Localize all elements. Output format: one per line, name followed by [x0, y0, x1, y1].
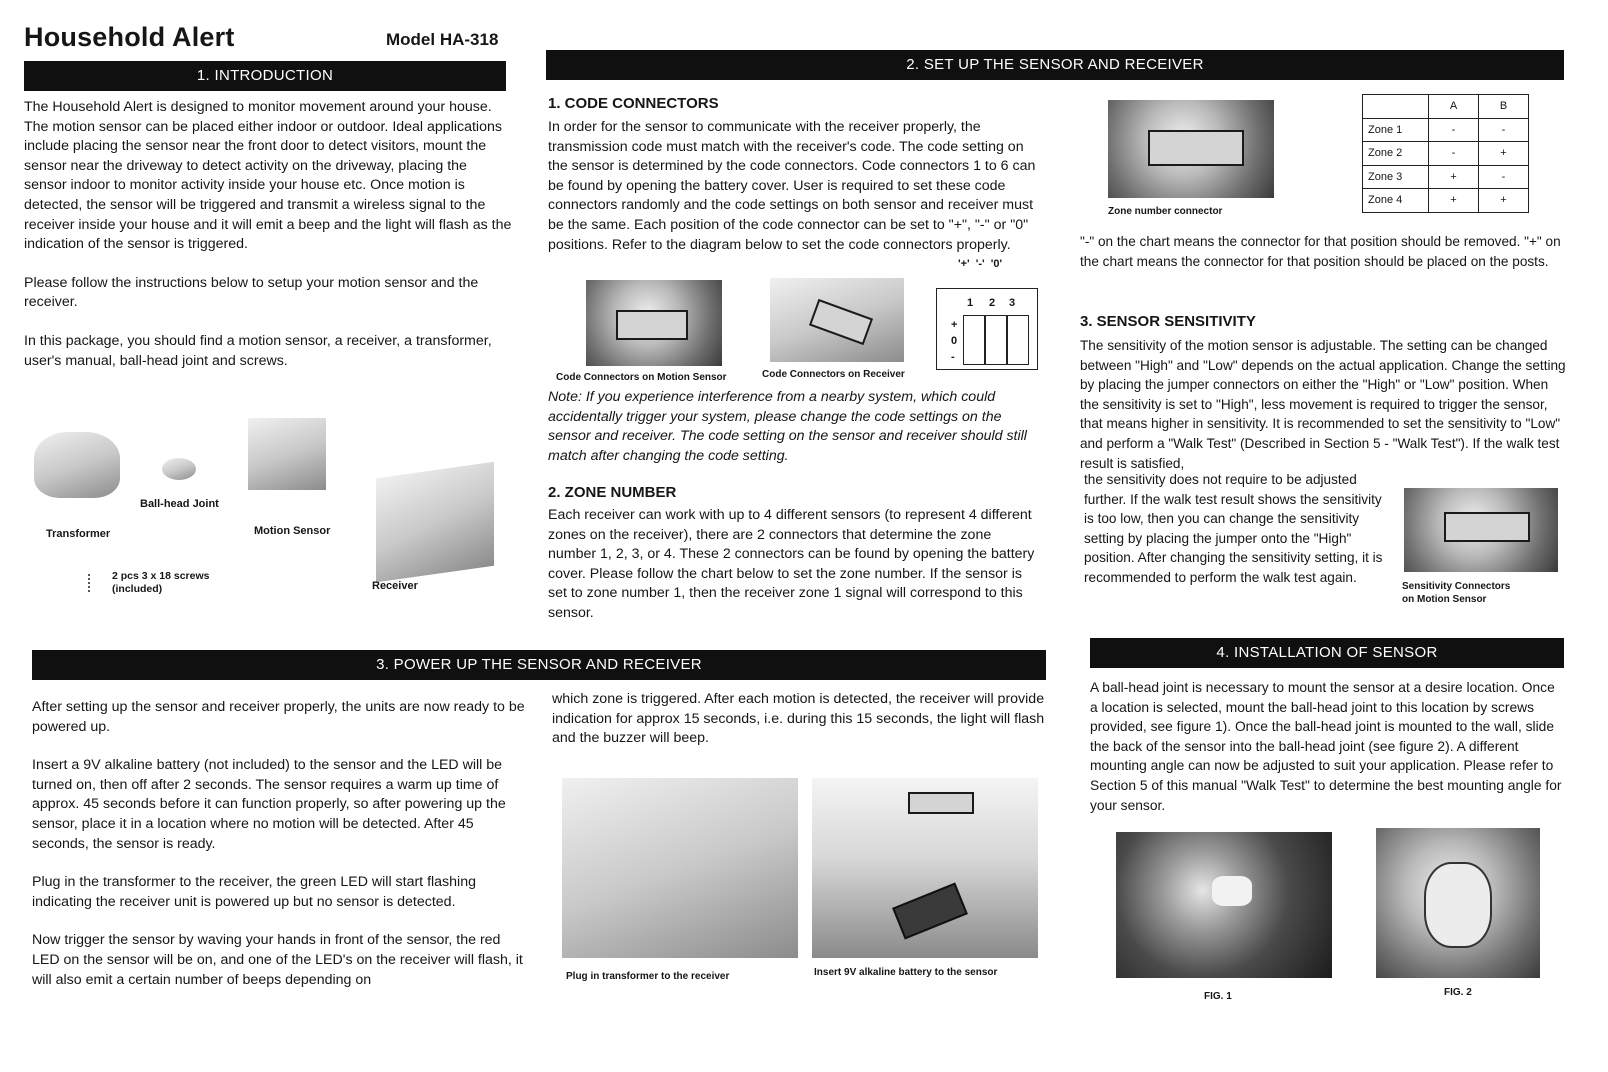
power-paragraph-3: Plug in the transformer to the receiver, the green LED will start flashing indicating the receiver unit is powered up but no sensor is detected. [32, 874, 476, 910]
code-diagram-top-labels: '+' '-' '0' [958, 258, 1003, 270]
zone-b-value: - [1479, 165, 1529, 189]
insert-battery-caption: Insert 9V alkaline battery to the sensor [814, 967, 998, 978]
motion-sensor-image [248, 418, 326, 490]
power-paragraph-2: Insert a 9V alkaline battery (not included) to the sensor and the LED will be turned on, then off after 2 seconds. The sensor requires a warm up time of approx. 45 seconds before it can function properly, so after powering up the sensor, place it in a location where no motion will be detected. After 45 seconds, the sensor is ready. [32, 757, 506, 852]
zone-a-value: - [1429, 142, 1479, 166]
receiver-connector-board [809, 299, 873, 345]
section-band-power-up: 3. POWER UP THE SENSOR AND RECEIVER [32, 650, 1046, 680]
zone-connector-caption: Zone number connector [1108, 206, 1223, 217]
plug-transformer-photo [562, 778, 798, 958]
intro-paragraph-1: The Household Alert is designed to monitor movement around your house. The motion sensor can be placed either indoor or outdoor. Ideal applications include placing the sensor near the front door to detect visitors, mount the sensor near the driveway to detect activity on the driveway, placing the sensor indoor to monitor activity inside your house etc. Once motion is detected, the sensor will be triggered and transmit a wireless signal to the receiver inside your house and it will emit a beep and the light will flash as the indication of the sensor is triggered. [24, 99, 512, 253]
sensitivity-caption [1402, 580, 1510, 606]
screw-icon [88, 574, 94, 592]
zone-label: Zone 2 [1363, 142, 1429, 166]
figure-2-photo [1376, 828, 1540, 978]
diagram-row-plus: + [951, 319, 958, 331]
ballhead-mount-icon [1212, 876, 1252, 906]
zone-a-value: + [1429, 189, 1479, 213]
figure-1-label: FIG. 1 [1204, 991, 1232, 1002]
document-title: Household Alert [24, 22, 235, 52]
diagram-row-zero: 0 [951, 335, 958, 347]
table-row [1363, 165, 1529, 189]
screws-label [112, 570, 210, 596]
diagram-pin-grid [963, 315, 1029, 365]
model-number: Model HA-318 [386, 30, 499, 49]
code-connectors-heading: 1. CODE CONNECTORS [548, 95, 719, 112]
zone-label: Zone 4 [1363, 189, 1429, 213]
power-paragraph-1: After setting up the sensor and receiver properly, the units are now ready to be powered up. [32, 699, 525, 735]
transformer-label: Transformer [46, 528, 111, 540]
zone-b-value: + [1479, 142, 1529, 166]
power-text-col2: which zone is triggered. After each motion is detected, the receiver will provide indication for approx 15 seconds, i.e. during this 15 seconds, the light will flash and the buzzer will beep. [552, 691, 1045, 747]
screws-label-line1: 2 pcs 3 x 18 screws [112, 570, 210, 582]
caption-code-receiver: Code Connectors on Receiver [762, 369, 905, 380]
caption-code-sensor: Code Connectors on Motion Sensor [556, 372, 727, 383]
battery-icon [892, 883, 968, 940]
intro-paragraph-2: Please follow the instructions below to setup your motion sensor and the receiver. [24, 274, 479, 311]
sensitivity-connectors-photo [1404, 488, 1558, 572]
sensitivity-connector-board [1444, 512, 1530, 542]
sensitivity-caption-line1: Sensitivity Connectors [1402, 581, 1511, 592]
code-connectors-text: In order for the sensor to communicate with the receiver properly, the transmission code must match with the receiver's code. The code setting on the sensor is determined by the code connectors. Code connectors 1 to 6 can be found by opening the battery cover. User is required to set these code connectors randomly and the code settings on both sensor and receiver must be the same. Each position of the code connector can be set to "+", "-" or "0" positions. Refer to the diagram below to set the code connectors properly. [548, 119, 1036, 253]
zone-a-value: - [1429, 118, 1479, 142]
figure-2-label: FIG. 2 [1444, 987, 1472, 998]
diagram-row-minus: - [951, 351, 955, 363]
plug-transformer-caption: Plug in transformer to the receiver [566, 971, 730, 982]
insert-battery-photo [812, 778, 1038, 958]
zone-b-value: + [1479, 189, 1529, 213]
motion-sensor-label: Motion Sensor [254, 525, 331, 537]
power-paragraph-4: Now trigger the sensor by waving your hands in front of the sensor, the red LED on the sensor will be on, and one of the LED's on the receiver will flash, it will also emit a certain number of beeps depending on [32, 932, 523, 988]
screws-label-line2: (included) [112, 583, 163, 595]
power-text-col1 [32, 698, 528, 990]
zone-label: Zone 1 [1363, 118, 1429, 142]
zone-connector-board [1148, 130, 1244, 166]
table-row [1363, 142, 1529, 166]
diagram-col-1: 1 [967, 297, 974, 309]
transformer-image [34, 432, 120, 498]
section-band-installation: 4. INSTALLATION OF SENSOR [1090, 638, 1564, 668]
table-row [1363, 189, 1529, 213]
battery-sensor-board [908, 792, 974, 814]
zone-table-col-b: B [1479, 95, 1529, 119]
table-row [1363, 118, 1529, 142]
sensitivity-text: The sensitivity of the motion sensor is adjustable. The setting can be changed between "High" and "Low" depends on the actual application. Change the setting by placing the jumper connectors on either the "High" or "Low" position. When the sensitivity is set to "High", less movement is required to trigger the sensor, that means higher in sensitivity. It is recommended to set the sensitivity to "Low" and perform a "Walk Test" (Described in Section 5 - "Walk Test"). If the walk test result is satisfied, [1080, 338, 1566, 471]
receiver-label: Receiver [372, 580, 418, 592]
sensitivity-text-continued: the sensitivity does not require to be adjusted further. If the walk test result shows the sensitivity is too low, then you can change the sensitivity setting by placing the jumper onto the "High" position. After changing the sensitivity setting, it is recommended to perform the walk test again. [1084, 472, 1383, 585]
zone-a-value: + [1429, 165, 1479, 189]
figure-1-photo [1116, 832, 1332, 978]
code-connectors-receiver-photo [770, 278, 904, 362]
intro-paragraph-3: In this package, you should find a motion sensor, a receiver, a transformer, user's manual, ball-head joint and screws. [24, 332, 492, 369]
zone-table-header [1363, 95, 1529, 119]
zone-label: Zone 3 [1363, 165, 1429, 189]
zone-b-value: - [1479, 118, 1529, 142]
sensor-connector-board [616, 310, 688, 340]
section-band-introduction: 1. INTRODUCTION [24, 61, 506, 91]
interference-note: Note: If you experience interference from a nearby system, which could accidentally trigger your system, please change the code settings on the sensor and receiver. The code setting on the sensor and receiver should still match after changing the code setting. [548, 389, 1027, 464]
ballhead-image [162, 458, 196, 480]
code-connectors-sensor-photo [586, 280, 722, 366]
sensitivity-caption-line2: on Motion Sensor [1402, 594, 1487, 605]
receiver-image [376, 462, 494, 583]
zone-connector-photo [1108, 100, 1274, 198]
section-band-setup: 2. SET UP THE SENSOR AND RECEIVER [546, 50, 1564, 80]
installation-text: A ball-head joint is necessary to mount the sensor at a desire location. Once a location is selected, mount the ball-head joint to this location by screws provided, see figure 1). Once the ball-head joint is mounted to the wall, slide the back of the sensor into the ball-head joint (see figure 2). A different mounting angle can now be adjusted to suit your application. Please refer to Section 5 of this manual "Walk Test" to determine the best mounting angle for your sensor. [1090, 680, 1562, 813]
sensor-mounted-icon [1424, 862, 1492, 948]
zone-chart-note: "-" on the chart means the connector for that position should be removed. "+" on the chart means the connector for that position should be placed on the posts. [1080, 234, 1561, 269]
zone-number-text: Each receiver can work with up to 4 different sensors (to represent 4 different zones on the receiver), there are 2 connectors that determine the zone number 1, 2, 3, or 4. These 2 connectors can be found by opening the battery cover. Please follow the chart below to set the zone number. If the sensor is set to zone number 1, then the receiver zone 1 signal will correspond to this sensor. [548, 507, 1035, 621]
code-connector-diagram [936, 288, 1038, 370]
ballhead-label: Ball-head Joint [140, 498, 219, 510]
zone-table [1362, 94, 1529, 213]
zone-table-corner [1363, 95, 1429, 119]
sensitivity-heading: 3. SENSOR SENSITIVITY [1080, 313, 1256, 330]
diagram-col-2: 2 [989, 297, 996, 309]
intro-text [24, 98, 512, 371]
diagram-col-3: 3 [1009, 297, 1016, 309]
zone-number-heading: 2. ZONE NUMBER [548, 484, 677, 501]
zone-table-col-a: A [1429, 95, 1479, 119]
